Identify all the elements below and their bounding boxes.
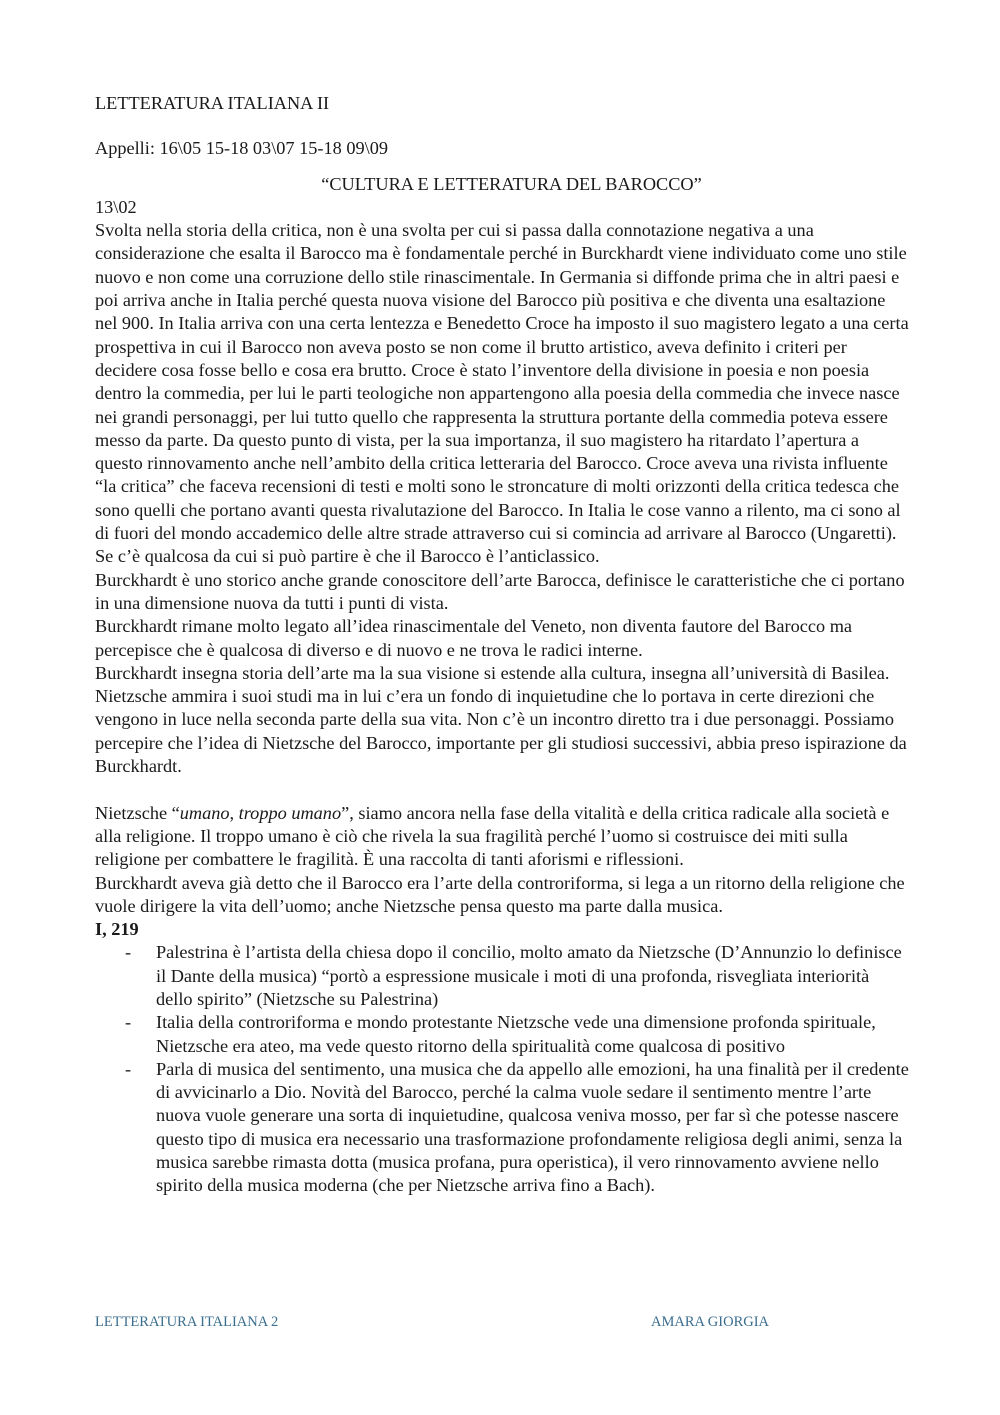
- paragraph-6: [95, 802, 910, 872]
- paragraph-6-rest: ”, siamo ancora nella fase della vitalità e della critica radicale alla società e alla religione. Il troppo umano è ciò che rivela la sua fragilità perché l’uomo si costruisce dei miti sulla religione per combattere le fragilità. È una raccolta di tanti aforismi e riflessioni.: [95, 802, 890, 870]
- paragraph-2: Se c’è qualcosa da cui si può partire è che il Barocco è l’anticlassico.: [95, 546, 600, 567]
- course-title: LETTERATURA ITALIANA II: [95, 93, 330, 113]
- paragraph-3: Burckhardt è uno storico anche grande conoscitore dell’arte Barocca, definisce le caratteristiche che ci portano in una dimensione nuova da tutti i punti di vista.: [95, 569, 905, 613]
- book-title: umano, troppo umano: [179, 802, 342, 823]
- dash-bullet: -: [125, 1058, 132, 1079]
- list-item: [95, 941, 910, 1011]
- paragraph-5: Burckhardt insegna storia dell’arte ma la sua visione si estende alla cultura, insegna all’università di Basilea. Nietzsche ammira i suoi studi ma in lui c’era un fondo di inquietudine che lo portava in certe direzioni che vengono in luce nella seconda parte della sua vita. Non c’è un incontro diretto tra i due personaggi. Possiamo percepire che l’idea di Nietzsche del Barocco, importante per gli studiosi successivi, abbia preso ispirazione da Burckhardt.: [95, 662, 907, 777]
- footer-author: AMARA GIORGIA: [651, 1314, 770, 1330]
- paragraph-gap: [95, 778, 910, 801]
- reference-heading: I, 219: [95, 919, 139, 940]
- list-item-text: Italia della controriforma e mondo protestante Nietzsche vede una dimensione profonda spirituale, Nietzsche era ateo, ma vede questo ritorno della spiritualità come qualcosa di positivo: [156, 1012, 876, 1056]
- list-item-text: Parla di musica del sentimento, una musica che da appello alle emozioni, ha una finalità per il credente di avvicinarlo a Dio. Novità del Barocco, perché la calma vuole sedare il sentimento mentre l’arte nuova vuole generare una sorta di inquietudine, qualcosa veniva mosso, per far sì che potesse nascere questo tipo di musica era necessario una trasformazione profondamente religiosa degli animi, senza la musica sarebbe rimasta dotta (musica profana, pura operistica), il vero rinnovamento avviene nello spirito della musica moderna (che per Nietzsche arriva fino a Bach).: [156, 1058, 909, 1196]
- dash-bullet: -: [125, 942, 132, 963]
- lecture-date: 13\02: [95, 196, 137, 217]
- exam-dates: Appelli: 16\05 15-18 03\07 15-18 09\09: [95, 138, 388, 159]
- paragraph-7: Burckhardt aveva già detto che il Barocco era l’arte della controriforma, si lega a un ritorno della religione che vuole dirigere la vita dell’uomo; anche Nietzsche pensa questo ma parte dalla musica.: [95, 872, 905, 916]
- paragraph-6-start: Nietzsche “: [95, 802, 180, 823]
- footer-course: LETTERATURA ITALIANA 2: [95, 1314, 279, 1330]
- paragraph-4: Burckhardt rimane molto legato all’idea rinascimentale del Veneto, non diventa fautore del Barocco ma percepisce che è qualcosa di diverso e di nuovo e ne trova le radici interne.: [95, 616, 853, 660]
- list-item: [95, 1058, 910, 1198]
- dash-bullet: -: [125, 1012, 132, 1033]
- list-item-text: Palestrina è l’artista della chiesa dopo il concilio, molto amato da Nietzsche (D’Annunzio lo definisce il Dante della musica) “portò a espressione musicale i moti di una profonda, risvegliata interiorità dello spirito” (Nietzsche su Palestrina): [156, 942, 902, 1009]
- list-item: [95, 1011, 910, 1058]
- chapter-title: “CULTURA E LETTERATURA DEL BAROCCO”: [321, 173, 702, 194]
- paragraph-1: Svolta nella storia della critica, non è una svolta per cui si passa dalla connotazione negativa a una considerazione che esalta il Barocco ma è fondamentale perché in Burckhardt viene individuato come uno stile nuovo e non come una corruzione dello stile rinascimentale. In Germania si diffonde prima che in altri paesi e poi arriva anche in Italia perché questa nuova visione del Barocco più positiva e che diventa una esaltazione nel 900. In Italia arriva con una certa lentezza e Benedetto Croce ha imposto il suo magistero legato a una certa prospettiva in cui il Barocco non aveva posto se non come il brutto artistico, aveva definito i criteri per decidere cosa fosse bello e cosa era brutto. Croce è stato l’inventore della divisione in poesia e non poesia dentro la commedia, per lui le parti teologiche non appartengono alla poesia della commedia che invece nasce nei grandi personaggi, per lui tutto quello che rappresenta la struttura portante della commedia poteva essere messo da parte. Da questo punto di vista, per la sua importanza, il suo magistero ha ritardato l’apertura a questo rinnovamento anche nell’ambito della critica letteraria del Barocco. Croce aveva una rivista influente “la critica” che faceva recensioni di testi e molti sono le stroncature di molti orizzonti della critica tedesca che sono quelli che portano avanti questa rivalutazione del Barocco. In Italia le cose vanno a rilento, ma ci sono al di fuori del mondo accademico delle altre strade attraverso cui si comincia ad arrivare al Barocco (Ungaretti).: [95, 220, 909, 544]
- document-page: [95, 92, 910, 1198]
- dash-list: [95, 941, 910, 1197]
